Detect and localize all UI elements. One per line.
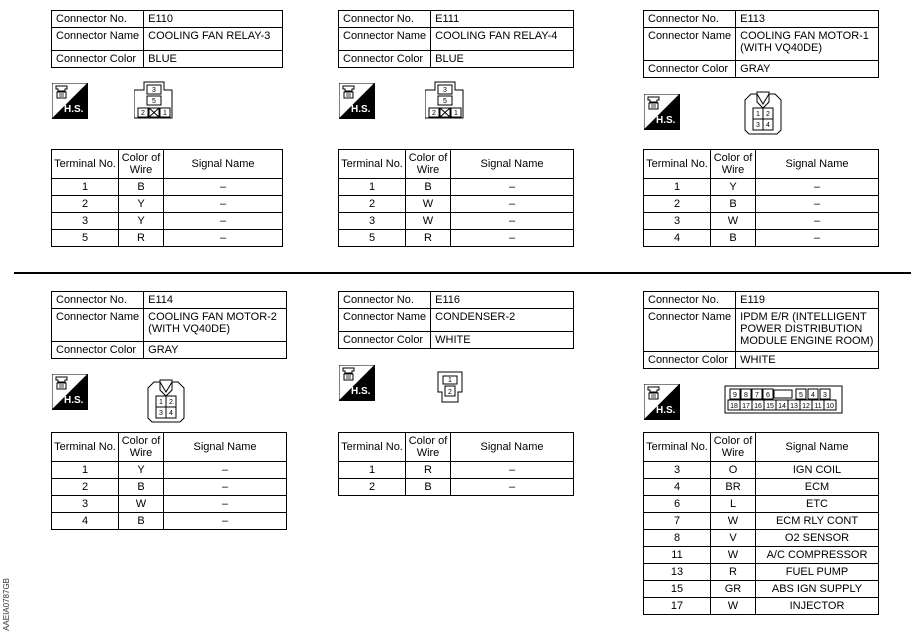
wire-color: W: [711, 213, 756, 230]
connector-color: GRAY: [144, 342, 287, 359]
terminal-number: 3: [644, 213, 711, 230]
signal-name: –: [451, 462, 574, 479]
svg-text:14: 14: [778, 403, 786, 410]
info-row: [644, 309, 879, 352]
info-row: [339, 309, 574, 332]
signal-name: –: [164, 230, 283, 247]
terminal-row: [644, 196, 879, 213]
signal-name: –: [164, 479, 287, 496]
signal-name-header: Signal Name: [164, 150, 283, 179]
connector-face-diagram: [134, 80, 174, 129]
svg-text:2: 2: [141, 110, 145, 117]
terminal-row: [339, 479, 574, 496]
terminal-row: [644, 547, 879, 564]
info-label: Connector Color: [52, 51, 144, 68]
info-label: Connector Name: [339, 309, 431, 332]
terminal-number: 4: [644, 479, 711, 496]
info-label: Connector No.: [644, 11, 736, 28]
wire-color: Y: [119, 462, 164, 479]
info-label: Connector No.: [644, 292, 736, 309]
terminal-row: [339, 230, 574, 247]
wire-color: Y: [711, 179, 756, 196]
svg-text:3: 3: [152, 87, 156, 94]
svg-text:2: 2: [448, 389, 452, 396]
hs-symbol-icon: [52, 83, 88, 119]
terminal-row: [52, 462, 287, 479]
signal-name: –: [164, 513, 287, 530]
svg-text:18: 18: [730, 403, 738, 410]
terminal-no-header: Terminal No.: [339, 433, 406, 462]
terminal-row: [644, 496, 879, 513]
connector-number: E114: [144, 292, 287, 309]
connector-name: CONDENSER-2: [431, 309, 574, 332]
signal-name-header: Signal Name: [451, 150, 574, 179]
terminal-row: [339, 179, 574, 196]
figure-code: AAEIA0787GB: [2, 578, 11, 631]
info-row: [644, 61, 879, 78]
info-row: [339, 292, 574, 309]
info-label: Connector No.: [52, 11, 144, 28]
signal-name-header: Signal Name: [451, 433, 574, 462]
terminal-row: [339, 196, 574, 213]
terminal-number: 15: [644, 581, 711, 598]
color-of-wire-header: Color of Wire: [711, 433, 756, 462]
info-row: [52, 11, 283, 28]
svg-text:3: 3: [443, 87, 447, 94]
terminal-no-header: Terminal No.: [52, 150, 119, 179]
connector-number: E116: [431, 292, 574, 309]
connector-color: BLUE: [431, 51, 574, 68]
signal-name-header: Signal Name: [756, 150, 879, 179]
signal-name: –: [756, 230, 879, 247]
svg-text:1: 1: [448, 377, 452, 384]
terminal-number: 2: [52, 479, 119, 496]
color-of-wire-header: Color of Wire: [119, 433, 164, 462]
terminal-table: [51, 432, 287, 530]
hs-symbol-icon: [339, 365, 375, 401]
svg-text:12: 12: [802, 403, 810, 410]
terminal-number: 5: [339, 230, 406, 247]
terminal-no-header: Terminal No.: [644, 150, 711, 179]
terminal-no-header: Terminal No.: [52, 433, 119, 462]
terminal-header-row: [644, 150, 879, 179]
svg-text:13: 13: [790, 403, 798, 410]
terminal-table: [643, 432, 879, 615]
svg-text:2: 2: [169, 399, 173, 406]
terminal-row: [644, 581, 879, 598]
terminal-number: 1: [52, 179, 119, 196]
connector-face-diagram: [724, 385, 844, 420]
signal-name: INJECTOR: [756, 598, 879, 615]
svg-text:3: 3: [159, 410, 163, 417]
signal-name: –: [164, 196, 283, 213]
wire-color: R: [711, 564, 756, 581]
connector-color: WHITE: [431, 332, 574, 349]
info-label: Connector No.: [339, 292, 431, 309]
terminal-number: 3: [339, 213, 406, 230]
svg-text:1: 1: [756, 111, 760, 118]
terminal-row: [644, 179, 879, 196]
terminal-row: [644, 230, 879, 247]
connector-info-table: [338, 10, 574, 68]
info-row: [644, 352, 879, 369]
signal-name: IGN COIL: [756, 462, 879, 479]
terminal-number: 1: [339, 179, 406, 196]
wire-color: R: [119, 230, 164, 247]
terminal-number: 3: [52, 496, 119, 513]
terminal-number: 11: [644, 547, 711, 564]
terminal-no-header: Terminal No.: [339, 150, 406, 179]
svg-text:4: 4: [169, 410, 173, 417]
info-label: Connector Name: [52, 28, 144, 51]
signal-name: ABS IGN SUPPLY: [756, 581, 879, 598]
hs-label: H.S.: [656, 405, 676, 416]
wire-color: B: [119, 479, 164, 496]
svg-text:15: 15: [766, 403, 774, 410]
info-row: [339, 28, 574, 51]
info-row: [339, 51, 574, 68]
signal-name: –: [164, 496, 287, 513]
connector-number: E119: [736, 292, 879, 309]
wire-color: GR: [711, 581, 756, 598]
terminal-table: [51, 149, 283, 247]
connector-name: COOLING FAN MOTOR-1 (WITH VQ40DE): [736, 28, 879, 61]
terminal-header-row: [52, 150, 283, 179]
signal-name-header: Signal Name: [164, 433, 287, 462]
hs-label: H.S.: [64, 395, 84, 406]
wire-color: B: [119, 179, 164, 196]
terminal-no-header: Terminal No.: [644, 433, 711, 462]
terminal-row: [644, 530, 879, 547]
signal-name: A/C COMPRESSOR: [756, 547, 879, 564]
signal-name: ECM RLY CONT: [756, 513, 879, 530]
color-of-wire-header: Color of Wire: [711, 150, 756, 179]
svg-text:5: 5: [152, 98, 156, 105]
terminal-number: 3: [52, 213, 119, 230]
wire-color: Y: [119, 196, 164, 213]
info-label: Connector No.: [339, 11, 431, 28]
connector-info-table: [51, 291, 287, 359]
signal-name: –: [164, 179, 283, 196]
terminal-row: [339, 462, 574, 479]
svg-text:8: 8: [744, 392, 748, 399]
terminal-row: [644, 513, 879, 530]
terminal-row: [52, 513, 287, 530]
terminal-table: [338, 149, 574, 247]
wire-color: R: [406, 230, 451, 247]
svg-text:1: 1: [163, 110, 167, 117]
terminal-number: 2: [339, 479, 406, 496]
connector-info-table: [643, 291, 879, 369]
info-row: [52, 342, 287, 359]
terminal-row: [52, 230, 283, 247]
connector-name: COOLING FAN MOTOR-2 (WITH VQ40DE): [144, 309, 287, 342]
color-of-wire-header: Color of Wire: [406, 150, 451, 179]
section-divider: [14, 272, 911, 274]
terminal-number: 8: [644, 530, 711, 547]
signal-name: –: [164, 213, 283, 230]
signal-name: –: [451, 230, 574, 247]
svg-text:9: 9: [733, 392, 737, 399]
wire-color: W: [711, 547, 756, 564]
wire-color: R: [406, 462, 451, 479]
svg-text:4: 4: [766, 122, 770, 129]
svg-text:1: 1: [159, 399, 163, 406]
info-row: [644, 28, 879, 61]
signal-name: –: [164, 462, 287, 479]
terminal-number: 2: [52, 196, 119, 213]
connector-info-table: [338, 291, 574, 349]
connector-name: COOLING FAN RELAY-4: [431, 28, 574, 51]
info-label: Connector Color: [339, 51, 431, 68]
info-label: Connector Name: [644, 309, 736, 352]
hs-symbol-icon: [644, 94, 680, 130]
wire-color: O: [711, 462, 756, 479]
terminal-row: [52, 479, 287, 496]
terminal-number: 5: [52, 230, 119, 247]
svg-text:5: 5: [799, 392, 803, 399]
info-row: [52, 28, 283, 51]
terminal-table: [338, 432, 574, 496]
hs-label: H.S.: [351, 104, 371, 115]
terminal-row: [52, 213, 283, 230]
svg-text:17: 17: [742, 403, 750, 410]
wire-color: W: [711, 598, 756, 615]
wire-color: V: [711, 530, 756, 547]
signal-name: O2 SENSOR: [756, 530, 879, 547]
color-of-wire-header: Color of Wire: [406, 433, 451, 462]
info-row: [52, 292, 287, 309]
terminal-header-row: [52, 433, 287, 462]
connector-info-table: [643, 10, 879, 78]
connector-name: IPDM E/R (INTELLIGENT POWER DISTRIBUTION MODULE ENGINE ROOM): [736, 309, 879, 352]
wire-color: W: [406, 196, 451, 213]
wire-color: B: [711, 196, 756, 213]
wire-color: BR: [711, 479, 756, 496]
terminal-number: 7: [644, 513, 711, 530]
signal-name: ETC: [756, 496, 879, 513]
signal-name: –: [756, 213, 879, 230]
terminal-row: [52, 196, 283, 213]
wire-color: L: [711, 496, 756, 513]
svg-text:2: 2: [432, 110, 436, 117]
info-label: Connector Name: [52, 309, 144, 342]
signal-name: –: [451, 479, 574, 496]
wire-color: Y: [119, 213, 164, 230]
terminal-row: [644, 598, 879, 615]
connector-color: BLUE: [144, 51, 283, 68]
connector-name: COOLING FAN RELAY-3: [144, 28, 283, 51]
wire-color: B: [406, 179, 451, 196]
svg-text:5: 5: [443, 98, 447, 105]
terminal-number: 1: [52, 462, 119, 479]
info-label: Connector Color: [644, 61, 736, 78]
connector-color: WHITE: [736, 352, 879, 369]
info-row: [52, 309, 287, 342]
terminal-row: [644, 564, 879, 581]
terminal-row: [339, 213, 574, 230]
svg-text:7: 7: [755, 392, 759, 399]
info-label: Connector Color: [52, 342, 144, 359]
info-label: Connector Name: [644, 28, 736, 61]
connector-face-diagram: [436, 370, 464, 409]
terminal-header-row: [339, 433, 574, 462]
svg-text:10: 10: [826, 403, 834, 410]
signal-name: ECM: [756, 479, 879, 496]
terminal-number: 3: [644, 462, 711, 479]
connector-face-diagram: [146, 378, 186, 429]
signal-name: –: [756, 179, 879, 196]
info-row: [644, 292, 879, 309]
hs-label: H.S.: [351, 386, 371, 397]
signal-name: –: [451, 213, 574, 230]
svg-text:2: 2: [766, 111, 770, 118]
signal-name: FUEL PUMP: [756, 564, 879, 581]
svg-text:16: 16: [754, 403, 762, 410]
signal-name: –: [451, 196, 574, 213]
signal-name: –: [756, 196, 879, 213]
terminal-number: 4: [644, 230, 711, 247]
svg-text:3: 3: [756, 122, 760, 129]
terminal-number: 2: [339, 196, 406, 213]
terminal-row: [644, 479, 879, 496]
info-label: Connector Name: [339, 28, 431, 51]
wire-color: W: [406, 213, 451, 230]
svg-text:3: 3: [823, 392, 827, 399]
terminal-row: [644, 213, 879, 230]
connector-face-diagram: [743, 90, 783, 141]
signal-name: –: [451, 179, 574, 196]
terminal-row: [52, 496, 287, 513]
terminal-number: 4: [52, 513, 119, 530]
connector-number: E113: [736, 11, 879, 28]
connector-number: E110: [144, 11, 283, 28]
connector-info-table: [51, 10, 283, 68]
terminal-number: 2: [644, 196, 711, 213]
connector-color: GRAY: [736, 61, 879, 78]
connector-face-diagram: [425, 80, 465, 129]
wire-color: W: [711, 513, 756, 530]
hs-symbol-icon: [52, 374, 88, 410]
hs-symbol-icon: [339, 83, 375, 119]
terminal-number: 13: [644, 564, 711, 581]
info-label: Connector No.: [52, 292, 144, 309]
svg-text:1: 1: [454, 110, 458, 117]
wire-color: B: [406, 479, 451, 496]
hs-symbol-icon: [644, 384, 680, 420]
info-label: Connector Color: [644, 352, 736, 369]
terminal-row: [644, 462, 879, 479]
terminal-header-row: [644, 433, 879, 462]
terminal-number: 6: [644, 496, 711, 513]
info-row: [339, 332, 574, 349]
signal-name-header: Signal Name: [756, 433, 879, 462]
terminal-number: 1: [339, 462, 406, 479]
wire-color: W: [119, 496, 164, 513]
terminal-row: [52, 179, 283, 196]
terminal-table: [643, 149, 879, 247]
svg-text:6: 6: [766, 392, 770, 399]
connector-number: E111: [431, 11, 574, 28]
wire-color: B: [119, 513, 164, 530]
info-row: [52, 51, 283, 68]
svg-text:11: 11: [814, 403, 822, 410]
wire-color: B: [711, 230, 756, 247]
info-row: [339, 11, 574, 28]
terminal-number: 17: [644, 598, 711, 615]
info-label: Connector Color: [339, 332, 431, 349]
hs-label: H.S.: [656, 115, 676, 126]
color-of-wire-header: Color of Wire: [119, 150, 164, 179]
terminal-number: 1: [644, 179, 711, 196]
svg-text:4: 4: [811, 392, 815, 399]
info-row: [644, 11, 879, 28]
hs-label: H.S.: [64, 104, 84, 115]
terminal-header-row: [339, 150, 574, 179]
